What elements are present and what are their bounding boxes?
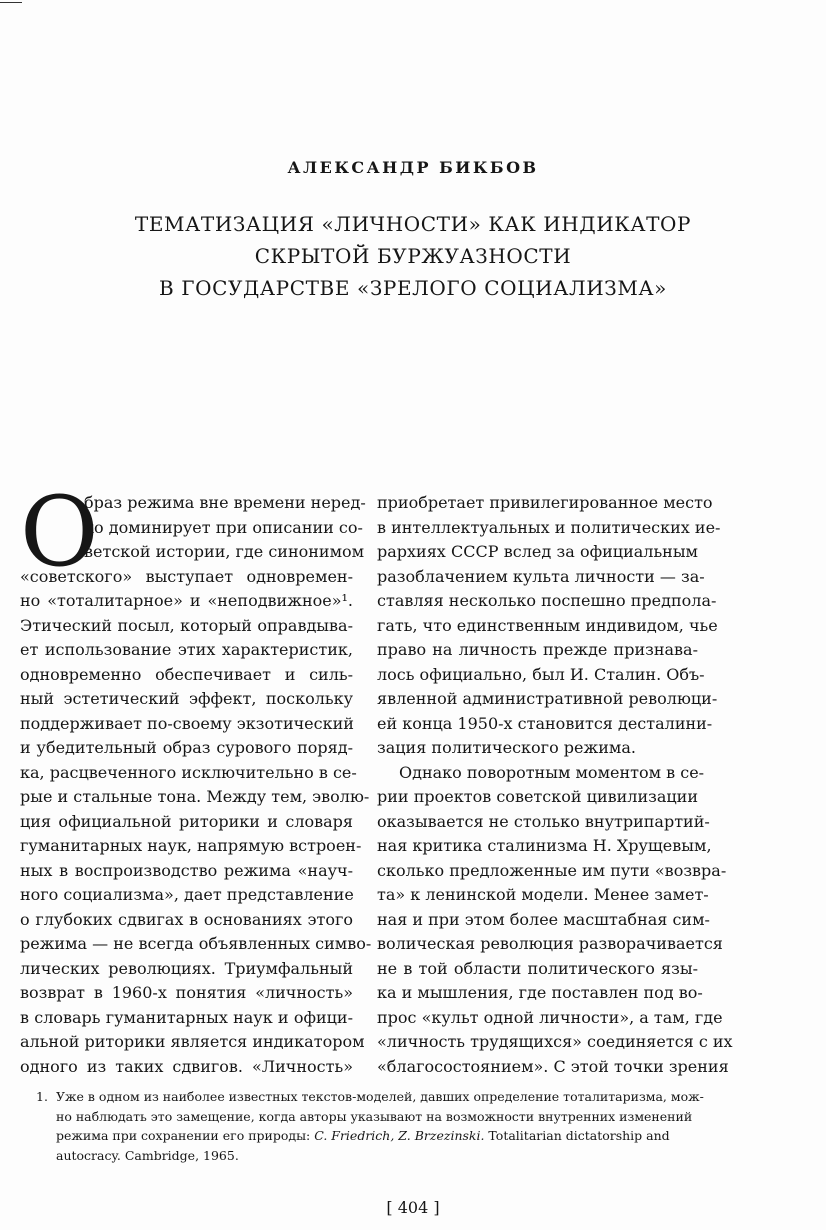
text-line: рые и стальные тона. Между тем, эволю- xyxy=(20,787,370,806)
text-line: режима — не всегда объявленных симво- xyxy=(20,934,372,953)
text-line: «благосостоянием». С этой точки зрения xyxy=(377,1056,729,1076)
text-line: оказывается не столько внутрипартий- xyxy=(377,811,710,831)
author-name: АЛЕКСАНДР БИКБОВ xyxy=(287,158,539,177)
drop-cap: О xyxy=(20,476,99,588)
text-line: гуманитарных наук, напрямую встроен- xyxy=(20,836,362,855)
text-line: Однако поворотным моментом в се- xyxy=(399,762,705,782)
text-line: гать, что единственным индивидом, чье xyxy=(377,615,718,635)
text-line: приобретает привилегированное место xyxy=(377,493,713,512)
text-line: лось официально, был И. Сталин. Объ- xyxy=(377,664,705,684)
text-line: явленной административной революци- xyxy=(377,689,718,708)
title-line: ТЕМАТИЗАЦИЯ «ЛИЧНОСТИ» КАК ИНДИКАТОР xyxy=(134,212,692,236)
text-line: возврат в 1960-х понятия «личность» xyxy=(20,983,353,1002)
text-line: одновременно обеспечивает и силь- xyxy=(20,664,353,684)
text-line: сколько предложенные им пути «возвра- xyxy=(377,860,727,880)
footnote-text: Уже в одном из наиболее известных текстов-моделей, давших определение тоталитаризма, мож- xyxy=(56,1089,704,1104)
text-line: разоблачением культа личности — за- xyxy=(377,566,705,586)
text-line: в интеллектуальных и политических ие- xyxy=(377,517,721,537)
text-line: ная критика сталинизма Н. Хрущевым, xyxy=(377,836,712,855)
text-line: зация политического режима. xyxy=(377,738,636,757)
text-line: одного из таких сдвигов. «Личность» xyxy=(20,1056,353,1076)
text-line: в словарь гуманитарных наук и офици- xyxy=(20,1007,353,1027)
text-line: ставляя несколько поспешно предпола- xyxy=(377,591,717,610)
text-line: альной риторики является индикатором xyxy=(20,1032,365,1051)
text-line: но «тоталитарное» и «неподвижное»¹. xyxy=(20,591,353,610)
text-line: рии проектов советской цивилизации xyxy=(377,787,698,806)
article-title xyxy=(60,208,766,304)
text-line: ных в воспроизводство режима «науч- xyxy=(20,860,353,880)
text-line: ный эстетический эффект, поскольку xyxy=(20,689,353,708)
footnote-text: но наблюдать это замещение, когда авторы указывают на возможности внутренних изменений xyxy=(56,1108,693,1124)
text-line: ей конца 1950-х становится десталини- xyxy=(377,713,713,733)
footnote-line xyxy=(36,1087,741,1107)
text-line: ко доминирует при описании со- xyxy=(84,517,363,537)
text-line: поддерживает по-своему экзотический xyxy=(20,713,354,733)
footnote xyxy=(36,1087,741,1165)
text-line: та» к ленинской модели. Менее замет- xyxy=(377,885,709,904)
text-line: волическая революция разворачивается xyxy=(377,934,723,953)
text-line: «советского» выступает одновремен- xyxy=(20,566,353,586)
text-line: право на личность прежде признава- xyxy=(377,640,698,659)
text-line: «личность трудящихся» соединяется с их xyxy=(377,1032,733,1051)
page-number: [ 404 ] xyxy=(386,1198,440,1217)
right-column xyxy=(0,491,826,1079)
text-line: ка и мышления, где поставлен под во- xyxy=(377,983,703,1002)
text-line: прос «культ одной личности», а там, где xyxy=(377,1007,723,1027)
footnote-text: autocracy. Cambridge, 1965. xyxy=(56,1147,239,1163)
footnote-text: режима при сохранении его природы: C. Friedrich, Z. Brzezinski. Totalitarian dictatorship and xyxy=(56,1128,670,1143)
footnote-line xyxy=(36,1107,741,1127)
text-line: лических революциях. Триумфальный xyxy=(20,958,353,978)
corner-rule xyxy=(0,2,22,3)
text-line: ного социализма», дает представление xyxy=(20,885,354,904)
footnote-number: 1. xyxy=(36,1089,48,1104)
footnote-line xyxy=(36,1126,741,1146)
title-line: СКРЫТОЙ БУРЖУАЗНОСТИ xyxy=(254,244,572,268)
text-line: ветской истории, где синонимом xyxy=(84,542,365,561)
text-line: и убедительный образ сурового поряд- xyxy=(20,738,353,757)
text-line: ция официальной риторики и словаря xyxy=(20,811,353,831)
text-line: браз режима вне времени неред- xyxy=(84,493,366,512)
text-line: не в той области политического язы- xyxy=(377,958,698,978)
text-line: ет использование этих характеристик, xyxy=(20,640,353,659)
text-line: Этический посыл, который оправдыва- xyxy=(20,615,353,635)
text-line: о глубоких сдвигах в основаниях этого xyxy=(20,909,353,929)
text-line: ка, расцвеченного исключительно в се- xyxy=(20,762,357,782)
text-line: ная и при этом более масштабная сим- xyxy=(377,909,710,929)
footnote-line xyxy=(36,1146,741,1166)
title-line: В ГОСУДАРСТВЕ «ЗРЕЛОГО СОЦИАЛИЗМА» xyxy=(158,276,668,300)
text-line: рархиях СССР вслед за официальным xyxy=(377,542,698,561)
